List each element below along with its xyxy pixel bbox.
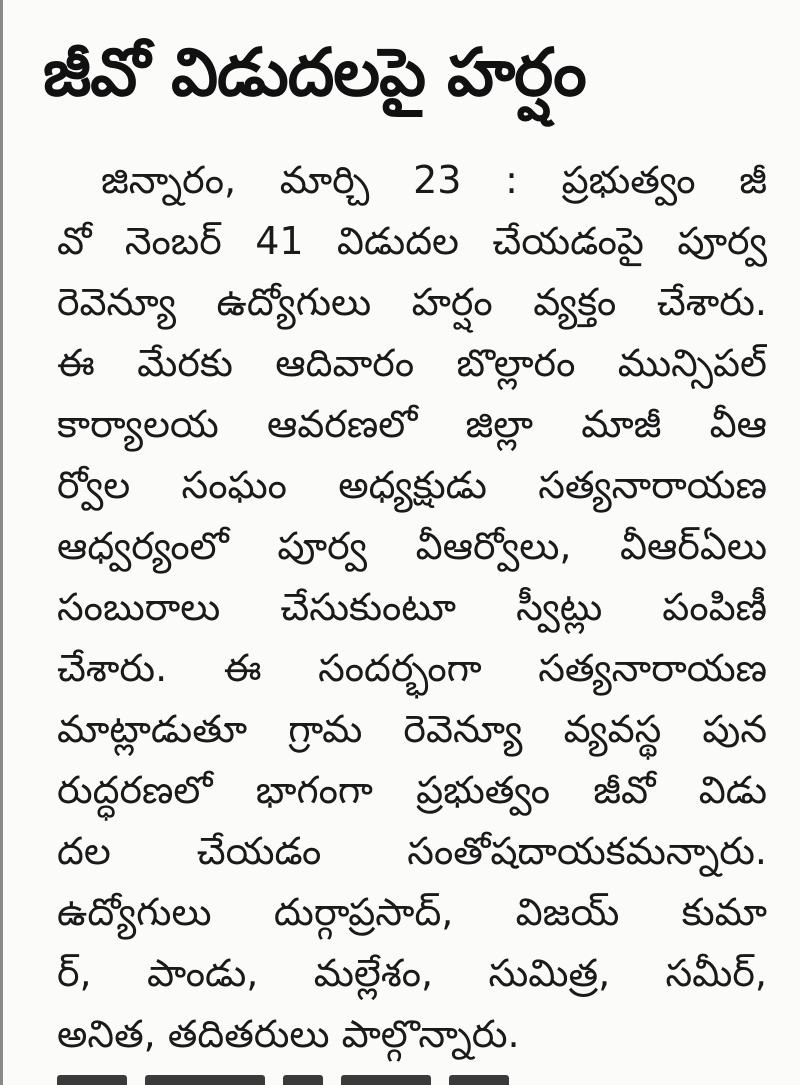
article-line: ర్, పాండు, మల్లేశం, సుమిత్ర, సమీర్, — [57, 951, 767, 995]
article-line: ఈ మేరకు ఆదివారం బొల్లారం మున్సిపల్ — [57, 341, 767, 385]
article-body — [57, 150, 767, 1065]
article-line: ఉద్యోగులు దుర్గాప్రసాద్, విజయ్ కుమా — [57, 890, 767, 934]
article-line: రెవెన్యూ ఉద్యోగులు హర్షం వ్యక్తం చేశారు. — [57, 280, 767, 324]
article-line: కార్యాలయ ఆవరణలో జిల్లా మాజీ వీఆ — [57, 402, 767, 446]
article-line: అనిత, తదితరులు పాల్గొన్నారు. — [57, 1012, 520, 1056]
article-line: వో నెంబర్ 41 విడుదల చేయడంపై పూర్వ — [57, 219, 767, 263]
article-line: రుద్ధరణలో భాగంగా ప్రభుత్వం జీవో విడు — [57, 768, 767, 812]
article-headline: జీవో విడుదలపై హర్షం — [43, 34, 586, 111]
article-line: జిన్నారం, మార్చి 23 : ప్రభుత్వం జీ — [101, 158, 767, 202]
article-line: ఆధ్వర్యంలో పూర్వ వీఆర్వోలు, వీఆర్ఏలు — [57, 524, 767, 568]
article-line: ర్వోల సంఘం అధ్యక్షుడు సత్యనారాయణ — [57, 463, 767, 507]
cropped-next-article-text — [57, 1068, 537, 1085]
article-line: మాట్లాడుతూ గ్రామ రెవెన్యూ వ్యవస్థ పున — [57, 707, 767, 751]
article-line: దల చేయడం సంతోషదాయకమన్నారు. — [57, 829, 767, 873]
article-line: సంబురాలు చేసుకుంటూ స్వీట్లు పంపిణీ — [57, 585, 767, 629]
article-line: చేశారు. ఈ సందర్భంగా సత్యనారాయణ — [57, 646, 767, 690]
